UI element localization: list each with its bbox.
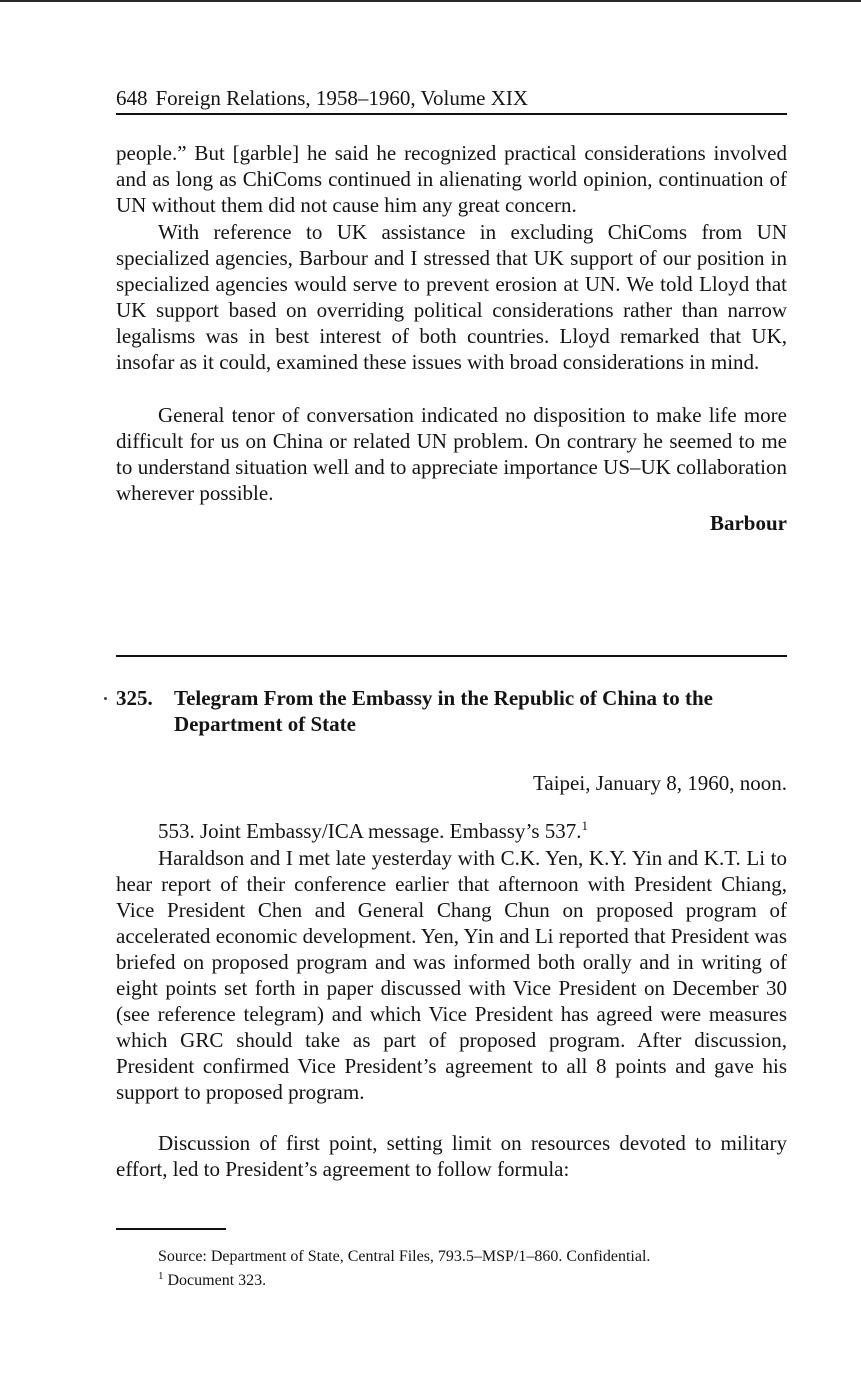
running-header [116, 84, 786, 112]
opening-line [116, 818, 787, 844]
prev-paragraph-2: With reference to UK assistance in excluding ChiComs from UN specialized agencies, Barbour and I stressed that UK support of our position in specialized agencies would serve to prevent erosion at UN. We told Lloyd that UK support based on overriding political considerations rather than narrow legalisms was in best interest of both countries. Lloyd remarked that UK, insofar as it could, examined these issues with broad considerations in mind. [116, 220, 787, 374]
source-note: Source: Department of State, Central Files, 793.5–MSP/1–860. Confidential. [158, 1248, 651, 1265]
prev-paragraph-3: General tenor of conversation indicated no disposition to make life more difficult for us on China or related UN problem. On contrary he seemed to me to understand situation well and to appreciate importance US–UK collaboration wherever possible. [116, 403, 787, 505]
footnote-rule [116, 1228, 226, 1230]
footnote-1-marker: 1 [158, 1270, 164, 1282]
section-divider [116, 655, 787, 657]
document-title: Telegram From the Embassy in the Republic of China to the Department of State [174, 686, 714, 736]
doc-paragraph-2: Discussion of first point, setting limit on resources devoted to military effort, led to President’s agreement to follow formula: [116, 1131, 787, 1181]
page-top-edge [0, 0, 861, 2]
opening-text: 553. Joint Embassy/ICA message. Embassy’s 537. [158, 819, 582, 843]
scan-speck [104, 697, 107, 700]
dateline: Taipei, January 8, 1960, noon. [533, 771, 787, 795]
document-number: 325. [116, 686, 153, 710]
header-rule [116, 113, 787, 115]
prev-paragraph-1: people.” But [garble] he said he recognized practical considerations involved and as long as ChiComs continued in alienating world opinion, continuation of UN without them did not cause him any great concern. [116, 141, 787, 217]
signature: Barbour [709, 511, 787, 535]
page-number: 648 [116, 86, 148, 110]
doc-paragraph-1: Haraldson and I met late yesterday with C.K. Yen, K.Y. Yin and K.T. Li to hear report of their conference earlier that afternoon with President Chiang, Vice President Chen and General Chang Chun on proposed program of accelerated economic development. Yen, Yin and Li reported that President was briefed on proposed program and was informed both orally and in writing of eight points set forth in paper discussed with Vice President on December 30 (see reference telegram) and which Vice President has agreed were measures which GRC should take as part of proposed program. After discussion, President confirmed Vice President’s agreement to all 8 points and gave his support to proposed program. [116, 846, 787, 1104]
footnote-1-text: Document 323. [167, 1272, 267, 1289]
footnote-1 [158, 1270, 266, 1292]
footnote-ref-1: 1 [581, 818, 588, 833]
running-title: Foreign Relations, 1958–1960, Volume XIX [155, 86, 529, 110]
